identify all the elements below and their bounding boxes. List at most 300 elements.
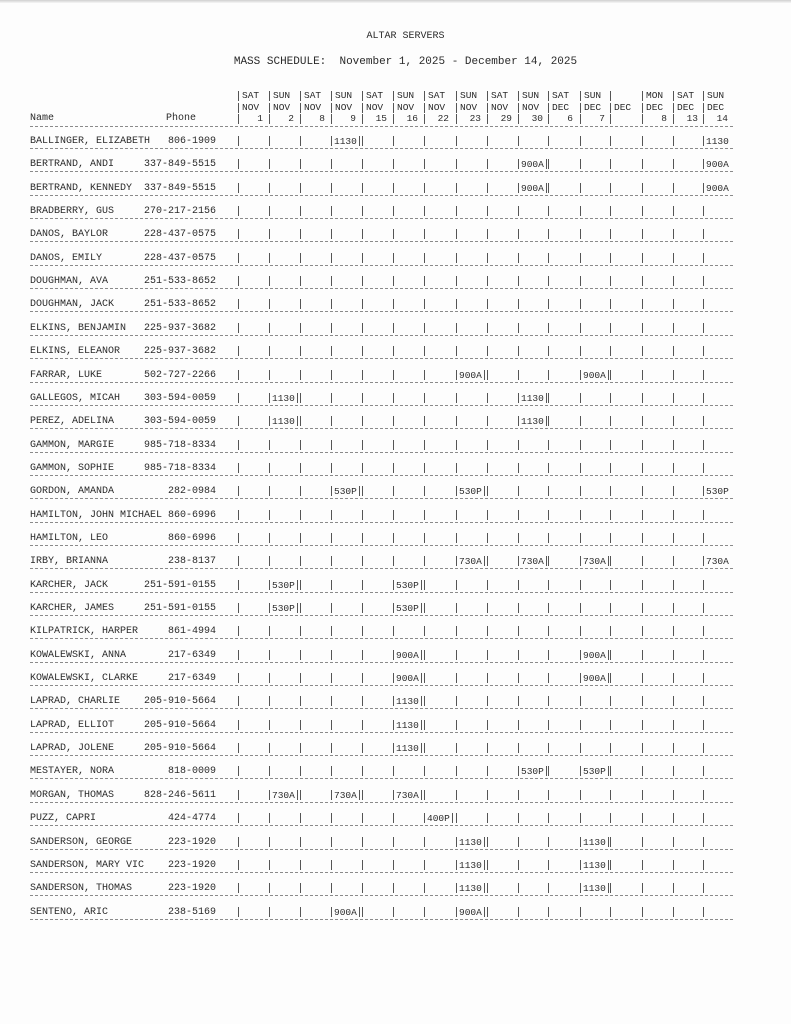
cell-divider	[580, 883, 581, 893]
schedule-cell	[673, 813, 704, 824]
column-header-date: 13	[673, 113, 704, 125]
schedule-cell	[518, 323, 549, 334]
schedule-cell	[518, 626, 549, 637]
schedule-cell	[424, 136, 455, 147]
schedule-cell	[269, 790, 300, 801]
schedule-cell	[673, 486, 704, 497]
cell-divider	[456, 183, 457, 193]
schedule-cell	[424, 323, 455, 334]
schedule-cell	[580, 183, 611, 194]
schedule-cell	[487, 136, 518, 147]
cell-divider	[610, 766, 611, 776]
cell-divider	[238, 370, 239, 380]
schedule-cell	[362, 533, 393, 544]
schedule-cell	[238, 837, 269, 848]
schedule-cell	[487, 790, 518, 801]
cell-divider	[238, 883, 239, 893]
schedule-cell	[456, 253, 487, 264]
schedule-cell	[642, 860, 673, 871]
schedule-cell	[300, 253, 331, 264]
column-header-date: 9	[331, 113, 362, 125]
schedule-cell	[238, 556, 269, 567]
column-header-month: DEC	[580, 102, 611, 114]
column-header-month: NOV	[487, 102, 518, 114]
row-separator	[30, 545, 733, 546]
cell-divider	[487, 346, 488, 356]
schedule-cell	[456, 813, 487, 824]
cell-divider	[673, 440, 674, 450]
server-name: DANOS, BAYLOR	[30, 229, 109, 241]
cell-divider	[642, 299, 643, 309]
server-phone: 818-0009	[167, 766, 216, 778]
cell-divider	[703, 416, 704, 426]
cell-divider	[487, 743, 488, 753]
column-header-day: SAT	[238, 90, 269, 102]
cell-divider	[300, 743, 301, 753]
cell-divider	[548, 346, 549, 356]
server-phone: 238-8137	[167, 556, 216, 568]
cell-divider	[610, 556, 611, 566]
cell-divider	[300, 580, 301, 590]
column-header-month: NOV	[238, 102, 269, 114]
cell-divider	[424, 136, 425, 146]
schedule-cell	[269, 696, 300, 707]
schedule-cell	[456, 556, 487, 567]
cell-divider	[548, 229, 549, 239]
schedule-cell	[238, 183, 269, 194]
schedule-cell	[331, 276, 362, 287]
cell-divider	[608, 556, 609, 566]
schedule-cell	[269, 183, 300, 194]
schedule-cell	[703, 626, 734, 637]
cell-divider	[703, 907, 704, 917]
cell-divider	[487, 696, 488, 706]
schedule-cell	[642, 229, 673, 240]
cell-divider	[673, 416, 674, 426]
schedule-cell	[300, 183, 331, 194]
schedule-cell	[518, 603, 549, 614]
column-header-day: SAT	[424, 90, 455, 102]
cell-divider	[331, 159, 332, 169]
cell-divider	[421, 603, 422, 613]
cell-divider	[269, 837, 270, 847]
mass-time: 1130	[396, 719, 419, 731]
server-phone: 251-533-8652	[143, 276, 216, 288]
schedule-cell	[393, 626, 424, 637]
schedule-cell	[548, 440, 579, 451]
cell-divider	[673, 510, 674, 520]
schedule-cell	[642, 346, 673, 357]
cell-divider	[608, 837, 609, 847]
schedule-cell	[393, 766, 424, 777]
schedule-cell	[456, 720, 487, 731]
cell-divider	[703, 813, 704, 823]
cell-divider	[362, 510, 363, 520]
schedule-cell	[362, 229, 393, 240]
schedule-cell	[548, 743, 579, 754]
schedule-cell	[238, 766, 269, 777]
schedule-cell	[703, 813, 734, 824]
cell-divider	[424, 533, 425, 543]
server-phone: 223-1920	[167, 836, 216, 848]
cell-divider	[331, 393, 332, 403]
schedule-cell	[300, 416, 331, 427]
cell-divider	[269, 463, 270, 473]
cell-divider	[238, 696, 239, 706]
schedule-cell	[548, 276, 579, 287]
schedule-cell	[610, 883, 641, 894]
cell-divider	[518, 463, 519, 473]
schedule-cell	[424, 837, 455, 848]
server-phone: 225-937-3682	[143, 346, 216, 358]
cell-divider	[484, 370, 485, 380]
cell-divider	[331, 860, 332, 870]
schedule-cell	[610, 556, 641, 567]
schedule-cell	[269, 883, 300, 894]
schedule-cell	[642, 883, 673, 894]
mass-time: 530P	[706, 486, 729, 498]
row-separator	[30, 428, 733, 429]
column-header-month: NOV	[331, 102, 362, 114]
cell-divider	[424, 673, 425, 683]
server-phone: 985-718-8334	[143, 439, 216, 451]
cell-divider	[300, 299, 301, 309]
cell-divider	[456, 299, 457, 309]
mass-time: 730A	[583, 556, 606, 568]
schedule-cell	[424, 486, 455, 497]
cell-divider	[548, 650, 549, 660]
schedule-cell	[456, 696, 487, 707]
cell-divider	[238, 253, 239, 263]
mass-time: 1130	[583, 883, 606, 895]
mass-time: 900A	[521, 182, 544, 194]
cell-divider	[673, 720, 674, 730]
cell-divider	[487, 463, 488, 473]
cell-divider	[610, 533, 611, 543]
schedule-cell	[331, 673, 362, 684]
cell-divider	[673, 370, 674, 380]
schedule-cell	[456, 393, 487, 404]
schedule-cell	[362, 626, 393, 637]
cell-divider	[456, 323, 457, 333]
schedule-cell	[518, 673, 549, 684]
cell-divider	[393, 603, 394, 613]
cell-divider	[548, 323, 549, 333]
cell-divider	[703, 720, 704, 730]
schedule-cell	[456, 370, 487, 381]
cell-divider	[424, 183, 425, 193]
cell-divider	[703, 673, 704, 683]
cell-divider	[393, 206, 394, 216]
cell-divider	[393, 790, 394, 800]
column-header-month: DEC	[610, 102, 641, 114]
cell-divider	[703, 837, 704, 847]
cell-divider	[546, 766, 547, 776]
cell-divider	[642, 626, 643, 636]
schedule-cell	[362, 276, 393, 287]
cell-divider	[548, 720, 549, 730]
server-name: BERTRAND, ANDI	[30, 159, 115, 171]
mass-time: 1130	[521, 416, 544, 428]
schedule-cell	[331, 790, 362, 801]
server-phone: 806-1909	[167, 136, 216, 147]
schedule-cell	[703, 299, 734, 310]
cell-divider	[238, 463, 239, 473]
schedule-cell	[610, 440, 641, 451]
phone-column-header: Phone	[166, 113, 197, 124]
schedule-cell	[393, 510, 424, 521]
cell-divider	[362, 440, 363, 450]
schedule-cell	[518, 159, 549, 170]
cell-divider	[580, 510, 581, 520]
schedule-cell	[518, 393, 549, 404]
schedule-cell	[331, 556, 362, 567]
cell-divider	[580, 860, 581, 870]
schedule-cell	[456, 766, 487, 777]
schedule-cell	[331, 626, 362, 637]
cell-divider	[548, 533, 549, 543]
cell-divider	[703, 766, 704, 776]
schedule-cell	[269, 510, 300, 521]
schedule-cell	[238, 813, 269, 824]
schedule-cell	[548, 883, 579, 894]
cell-divider	[300, 183, 301, 193]
cell-divider	[518, 626, 519, 636]
schedule-cell	[580, 416, 611, 427]
schedule-cell	[673, 673, 704, 684]
cell-divider	[580, 370, 581, 380]
mass-time: 900A	[706, 159, 729, 171]
cell-divider	[300, 370, 301, 380]
cell-divider	[642, 743, 643, 753]
cell-divider	[393, 486, 394, 496]
cell-divider	[518, 299, 519, 309]
cell-divider	[484, 837, 485, 847]
schedule-cell	[393, 183, 424, 194]
schedule-cell	[269, 837, 300, 848]
cell-divider	[548, 673, 549, 683]
schedule-cell	[456, 346, 487, 357]
cell-divider	[300, 136, 301, 146]
mass-time: 530P	[583, 766, 606, 778]
schedule-cell	[642, 510, 673, 521]
schedule-cell	[362, 580, 393, 591]
schedule-cell	[487, 720, 518, 731]
cell-divider	[424, 837, 425, 847]
cell-divider	[238, 276, 239, 286]
cell-divider	[518, 346, 519, 356]
cell-divider	[238, 837, 239, 847]
schedule-cell	[548, 580, 579, 591]
column-header-date: 8	[300, 113, 331, 125]
server-phone: 205-910-5664	[143, 696, 216, 708]
cell-divider	[673, 650, 674, 660]
cell-divider	[300, 720, 301, 730]
cell-divider	[610, 416, 611, 426]
column-header	[331, 90, 362, 125]
schedule-cell	[610, 183, 641, 194]
cell-divider	[424, 650, 425, 660]
cell-divider	[362, 346, 363, 356]
cell-divider	[269, 346, 270, 356]
cell-divider	[610, 323, 611, 333]
cell-divider	[300, 790, 301, 800]
schedule-cell	[642, 183, 673, 194]
schedule-cell	[642, 276, 673, 287]
cell-divider	[456, 393, 457, 403]
column-header-month: NOV	[393, 102, 424, 114]
cell-divider	[456, 790, 457, 800]
cell-divider	[269, 883, 270, 893]
cell-divider	[421, 720, 422, 730]
cell-divider	[238, 603, 239, 613]
schedule-cell	[610, 346, 641, 357]
mass-time: 530P	[396, 603, 419, 614]
cell-divider	[393, 299, 394, 309]
cell-divider	[642, 673, 643, 683]
schedule-cell	[393, 533, 424, 544]
mass-time: 730A	[396, 789, 419, 801]
cell-divider	[518, 813, 519, 823]
schedule-cell	[362, 510, 393, 521]
cell-divider	[421, 580, 422, 590]
mass-time: 730A	[334, 789, 357, 801]
cell-divider	[548, 743, 549, 753]
cell-divider	[548, 440, 549, 450]
schedule-cell	[362, 253, 393, 264]
cell-divider	[548, 626, 549, 636]
cell-divider	[300, 463, 301, 473]
schedule-cell	[548, 299, 579, 310]
schedule-cell	[703, 743, 734, 754]
cell-divider	[362, 556, 363, 566]
schedule-cell	[393, 673, 424, 684]
schedule-cell	[424, 556, 455, 567]
cell-divider	[456, 440, 457, 450]
schedule-cell	[518, 696, 549, 707]
schedule-cell	[300, 790, 331, 801]
schedule-cell	[300, 206, 331, 217]
schedule-cell	[703, 229, 734, 240]
schedule-cell	[642, 136, 673, 147]
cell-divider	[297, 580, 298, 590]
cell-divider	[424, 323, 425, 333]
cell-divider	[331, 580, 332, 590]
row-separator	[30, 755, 733, 756]
schedule-cell	[269, 626, 300, 637]
cell-divider	[331, 650, 332, 660]
schedule-cell	[487, 510, 518, 521]
cell-divider	[610, 486, 611, 496]
cell-divider	[424, 580, 425, 590]
schedule-cell	[393, 486, 424, 497]
schedule-cell	[362, 440, 393, 451]
server-name: KARCHER, JACK	[30, 579, 109, 591]
schedule-cell	[548, 393, 579, 404]
cell-divider	[300, 673, 301, 683]
schedule-cell	[703, 696, 734, 707]
schedule-cell	[673, 860, 704, 871]
cell-divider	[703, 790, 704, 800]
cell-divider	[610, 276, 611, 286]
schedule-cell	[703, 766, 734, 777]
cell-divider	[610, 603, 611, 613]
schedule-cell	[393, 159, 424, 170]
cell-divider	[269, 323, 270, 333]
cell-divider	[484, 486, 485, 496]
server-phone: 205-910-5664	[143, 719, 216, 731]
schedule-cell	[673, 766, 704, 777]
cell-divider	[642, 276, 643, 286]
cell-divider	[269, 136, 270, 146]
schedule-cell	[424, 416, 455, 427]
cell-divider	[487, 720, 488, 730]
cell-divider	[362, 463, 363, 473]
cell-divider	[300, 416, 301, 426]
cell-divider	[518, 603, 519, 613]
schedule-cell	[703, 463, 734, 474]
column-header-month: NOV	[456, 102, 487, 114]
schedule-cell	[456, 229, 487, 240]
schedule-cell	[424, 183, 455, 194]
schedule-cell	[456, 860, 487, 871]
cell-divider	[548, 696, 549, 706]
cell-divider	[300, 860, 301, 870]
row-separator	[30, 778, 733, 779]
server-name: GALLEGOS, MICAH	[30, 392, 121, 404]
cell-divider	[642, 323, 643, 333]
schedule-cell	[580, 907, 611, 918]
cell-divider	[642, 159, 643, 169]
cell-divider	[487, 813, 488, 823]
row-separator	[30, 802, 733, 803]
schedule-cell	[424, 626, 455, 637]
schedule-cell	[487, 907, 518, 918]
cell-divider	[487, 229, 488, 239]
schedule-cell	[300, 276, 331, 287]
cell-divider	[424, 370, 425, 380]
cell-divider	[642, 813, 643, 823]
schedule-cell	[673, 346, 704, 357]
row-separator	[30, 405, 733, 406]
schedule-cell	[238, 346, 269, 357]
schedule-cell	[393, 393, 424, 404]
mass-time: 900A	[459, 369, 482, 381]
cell-divider	[421, 790, 422, 800]
schedule-cell	[238, 533, 269, 544]
cell-divider	[487, 790, 488, 800]
schedule-cell	[424, 440, 455, 451]
row-separator	[30, 522, 733, 523]
cell-divider	[703, 580, 704, 590]
row-separator	[30, 358, 733, 359]
server-name: BRADBERRY, GUS	[30, 206, 115, 218]
cell-divider	[484, 883, 485, 893]
column-header-month: DEC	[703, 102, 734, 114]
cell-divider	[484, 907, 485, 917]
schedule-cell	[487, 673, 518, 684]
column-header-day: SAT	[673, 90, 704, 102]
schedule-cell	[518, 650, 549, 661]
mass-time: 1130	[521, 392, 544, 404]
schedule-cell	[331, 883, 362, 894]
schedule-cell	[580, 673, 611, 684]
cell-divider	[456, 860, 457, 870]
cell-divider	[300, 650, 301, 660]
schedule-cell	[548, 463, 579, 474]
schedule-cell	[703, 883, 734, 894]
cell-divider	[362, 907, 363, 917]
